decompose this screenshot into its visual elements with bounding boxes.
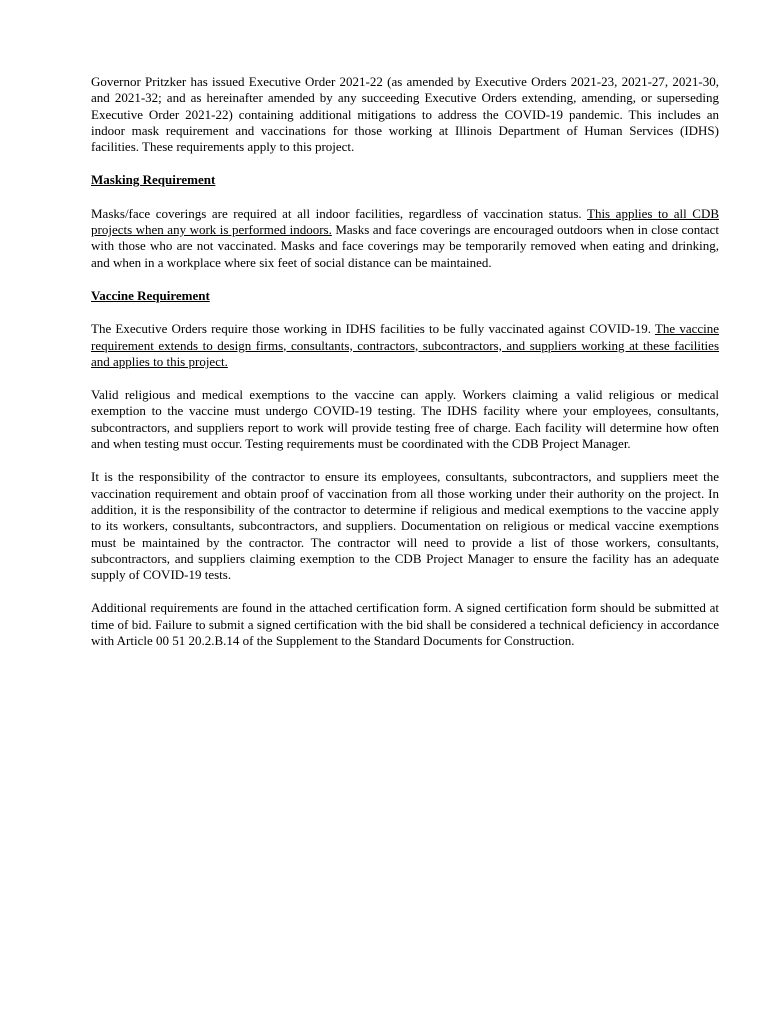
additional-requirements-paragraph: Additional requirements are found in the attached certification form. A signed certification form should be submitted at time of bid. Failure to submit a signed certification with the bid shall be considered a technical deficiency in accordance with Article 00 51 20.2.B.14 of the Supplement to the Standard Documents for Construction.: [91, 600, 719, 649]
masking-text-after: Masks and face coverings are encouraged outdoors when in close contact with those who are not vaccinated. Masks and face coverings may be temporarily removed when eating and drinking, and when in a workplace where six feet of social distance can be maintained.: [91, 222, 719, 270]
masking-paragraph: [91, 206, 719, 271]
vaccine-text-before: The Executive Orders require those working in IDHS facilities to be fully vaccinated against COVID-19.: [91, 321, 655, 337]
masking-text-before: Masks/face coverings are required at all indoor facilities, regardless of vaccination status.: [91, 205, 587, 221]
masking-heading: Masking Requirement: [91, 172, 216, 188]
vaccine-paragraph: [91, 321, 719, 370]
exemptions-paragraph: Valid religious and medical exemptions to the vaccine can apply. Workers claiming a valid religious or medical exemption to the vaccine must undergo COVID-19 testing. The IDHS facility where your employees, consultants, subcontractors, and suppliers report to work will provide testing free of charge. Each facility will determine how often and when testing must occur. Testing requirements must be coordinated with the CDB Project Manager.: [91, 387, 719, 452]
intro-paragraph: Governor Pritzker has issued Executive Order 2021-22 (as amended by Executive Orders 2021-23, 2021-27, 2021-30, and 2021-32; and as hereinafter amended by any succeeding Executive Orders extending, amending, or superseding Executive Order 2021-22) containing additional mitigations to address the COVID-19 pandemic. This includes an indoor mask requirement and vaccinations for those working at Illinois Department of Human Services (IDHS) facilities. These requirements apply to this project.: [91, 74, 719, 155]
masking-underlined-text: This applies to all CDB projects when any work is performed indoors.: [91, 205, 719, 238]
responsibility-paragraph: It is the responsibility of the contractor to ensure its employees, consultants, subcontractors, and suppliers meet the vaccination requirement and obtain proof of vaccination from all those working under their authority on the project. In addition, it is the responsibility of the contractor to determine if religious and medical exemptions to the vaccine apply to its workers, consultants, subcontractors, and suppliers. Documentation on religious or medical vaccine exemptions must be maintained by the contractor. The contractor will need to provide a list of those workers, consultants, subcontractors, and suppliers claiming exemption to the CDB Project Manager to ensure the facility has an adequate supply of COVID-19 tests.: [91, 469, 719, 583]
vaccine-underlined-text: The vaccine requirement extends to design firms, consultants, contractors, subcontractors, and suppliers working at these facilities and applies to this project.: [91, 321, 720, 369]
vaccine-heading: Vaccine Requirement: [91, 287, 210, 303]
